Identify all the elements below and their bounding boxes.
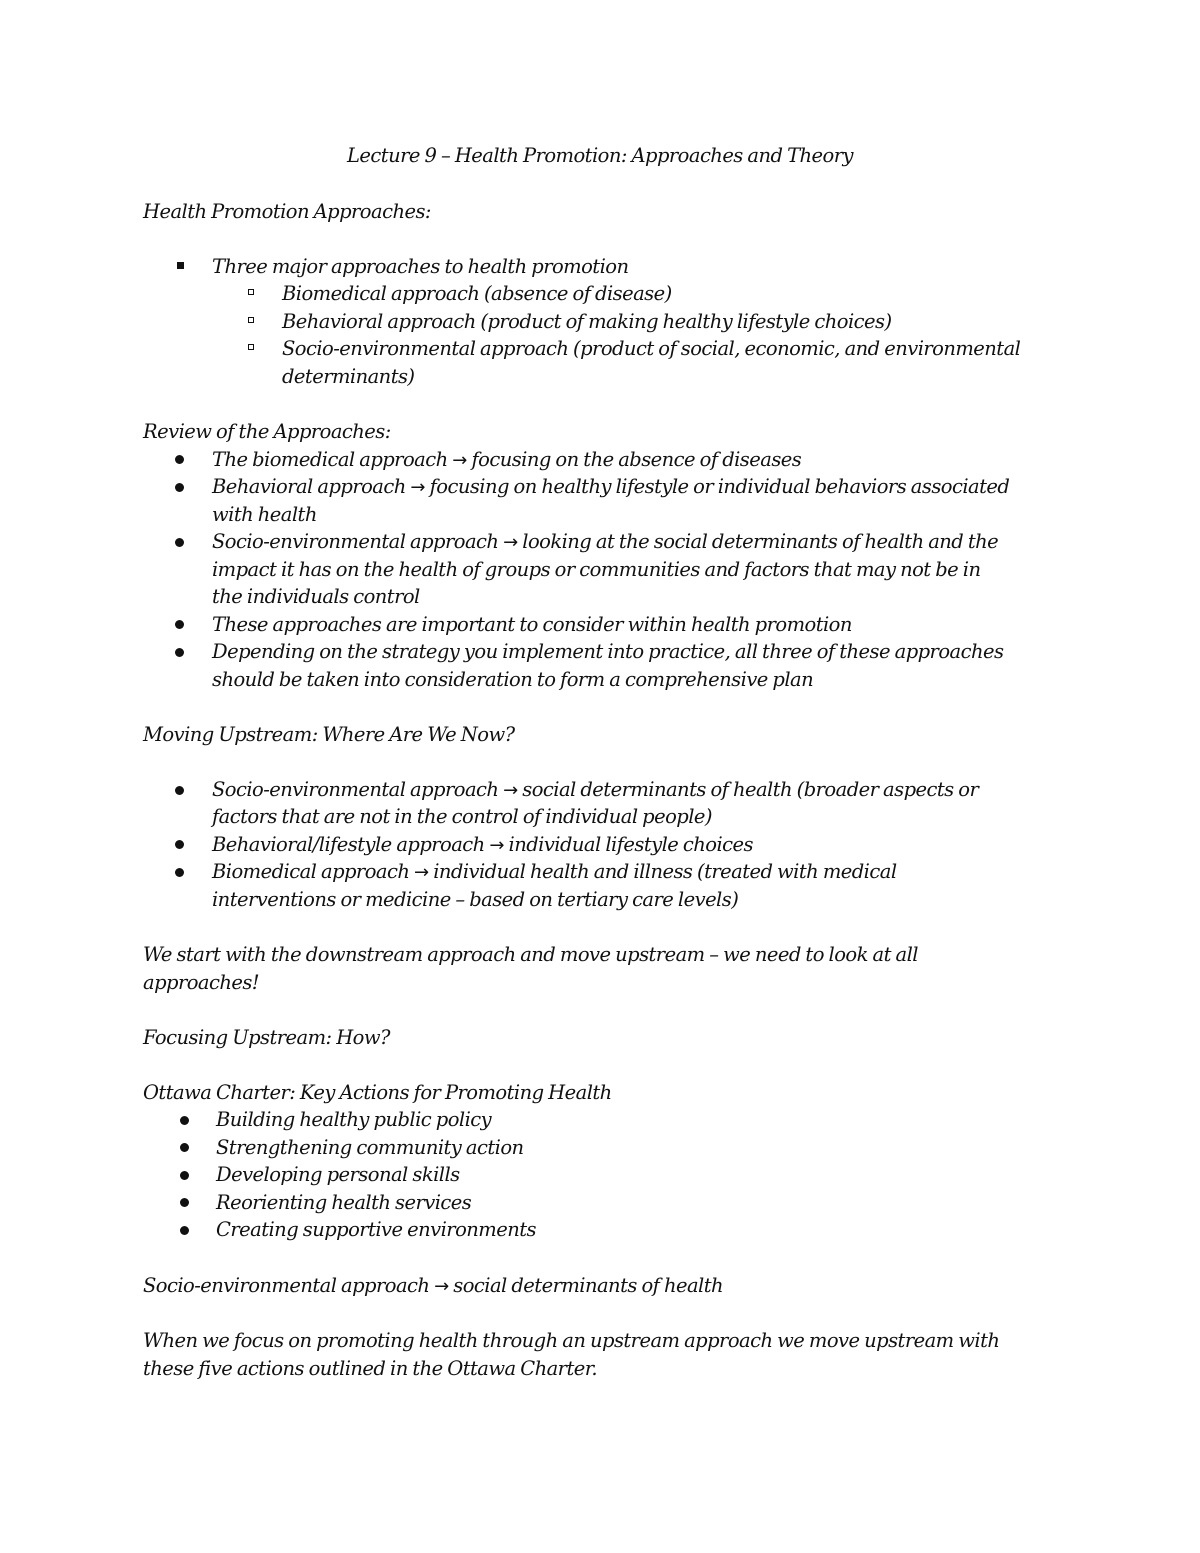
section-heading: Review of the Approaches:	[143, 420, 391, 443]
bullet-icon	[180, 1226, 189, 1235]
section-heading: Health Promotion Approaches:	[143, 200, 431, 223]
bullet-icon	[175, 648, 184, 657]
list-item: Building healthy public policy	[216, 1108, 492, 1131]
arrow-right-icon: →	[410, 477, 425, 498]
paragraph-line: approaches!	[143, 971, 260, 994]
list-item: Strengthening community action	[216, 1136, 524, 1159]
arrow-right-icon: →	[489, 835, 504, 856]
bullet-icon	[180, 1143, 189, 1152]
bullet-icon	[175, 483, 184, 492]
sub-list-item: Biomedical approach (absence of disease)	[282, 282, 672, 305]
list-item: Socio-environmental approach → looking at the social determinants of health and the	[212, 530, 999, 553]
list-item: Developing personal skills	[216, 1163, 460, 1186]
section-heading: Ottawa Charter: Key Actions for Promoting Health	[143, 1081, 612, 1104]
arrow-right-icon: →	[434, 1276, 449, 1297]
paragraph-line: We start with the downstream approach and move upstream – we need to look at all	[143, 943, 918, 966]
arrow-right-icon: →	[503, 532, 518, 553]
list-item: Behavioral/lifestyle approach → individual lifestyle choices	[212, 833, 753, 856]
hollow-square-bullet-icon	[248, 317, 254, 323]
list-item: Creating supportive environments	[216, 1218, 536, 1241]
bullet-icon	[175, 538, 184, 547]
sub-list-item-continuation: determinants)	[282, 365, 415, 388]
bullet-icon	[180, 1171, 189, 1180]
list-item-continuation: should be taken into consideration to form a comprehensive plan	[212, 668, 814, 691]
section-heading: Moving Upstream: Where Are We Now?	[143, 723, 515, 746]
list-item-continuation: the individuals control	[212, 585, 420, 608]
arrow-right-icon: →	[414, 862, 429, 883]
bullet-icon	[175, 455, 184, 464]
list-item: Behavioral approach → focusing on healthy lifestyle or individual behaviors associated	[212, 475, 1010, 498]
list-item-continuation: factors that are not in the control of individual people)	[212, 805, 712, 828]
hollow-square-bullet-icon	[248, 344, 254, 350]
list-item-continuation: impact it has on the health of groups or communities and factors that may not be in	[212, 558, 981, 581]
list-item: Three major approaches to health promotion	[212, 255, 629, 278]
list-item: Socio-environmental approach → social determinants of health (broader aspects or	[212, 778, 979, 801]
list-item: Reorienting health services	[216, 1191, 472, 1214]
section-heading: Focusing Upstream: How?	[143, 1026, 390, 1049]
list-item-continuation: interventions or medicine – based on tertiary care levels)	[212, 888, 739, 911]
paragraph-line: these five actions outlined in the Ottawa Charter.	[143, 1357, 598, 1380]
paragraph-line: When we focus on promoting health through an upstream approach we move upstream with	[143, 1329, 1000, 1352]
square-bullet-icon	[177, 262, 184, 269]
hollow-square-bullet-icon	[248, 289, 254, 295]
page-title: Lecture 9 – Health Promotion: Approaches and Theory	[347, 144, 853, 167]
sub-list-item: Behavioral approach (product of making healthy lifestyle choices)	[282, 310, 892, 333]
list-item-continuation: with health	[212, 503, 317, 526]
sub-list-item: Socio-environmental approach (product of social, economic, and environmental	[282, 337, 1021, 360]
bullet-icon	[175, 786, 184, 795]
list-item: The biomedical approach → focusing on the absence of diseases	[212, 448, 802, 471]
arrow-right-icon: →	[503, 780, 518, 801]
bullet-icon	[175, 620, 184, 629]
bullet-icon	[180, 1116, 189, 1125]
list-item: Depending on the strategy you implement into practice, all three of these approaches	[212, 640, 1004, 663]
arrow-right-icon: →	[452, 450, 467, 471]
list-item: These approaches are important to consider within health promotion	[212, 613, 852, 636]
bullet-icon	[175, 868, 184, 877]
statement-line: Socio-environmental approach → social determinants of health	[143, 1274, 724, 1297]
bullet-icon	[175, 840, 184, 849]
list-item: Biomedical approach → individual health and illness (treated with medical	[212, 860, 897, 883]
bullet-icon	[180, 1198, 189, 1207]
